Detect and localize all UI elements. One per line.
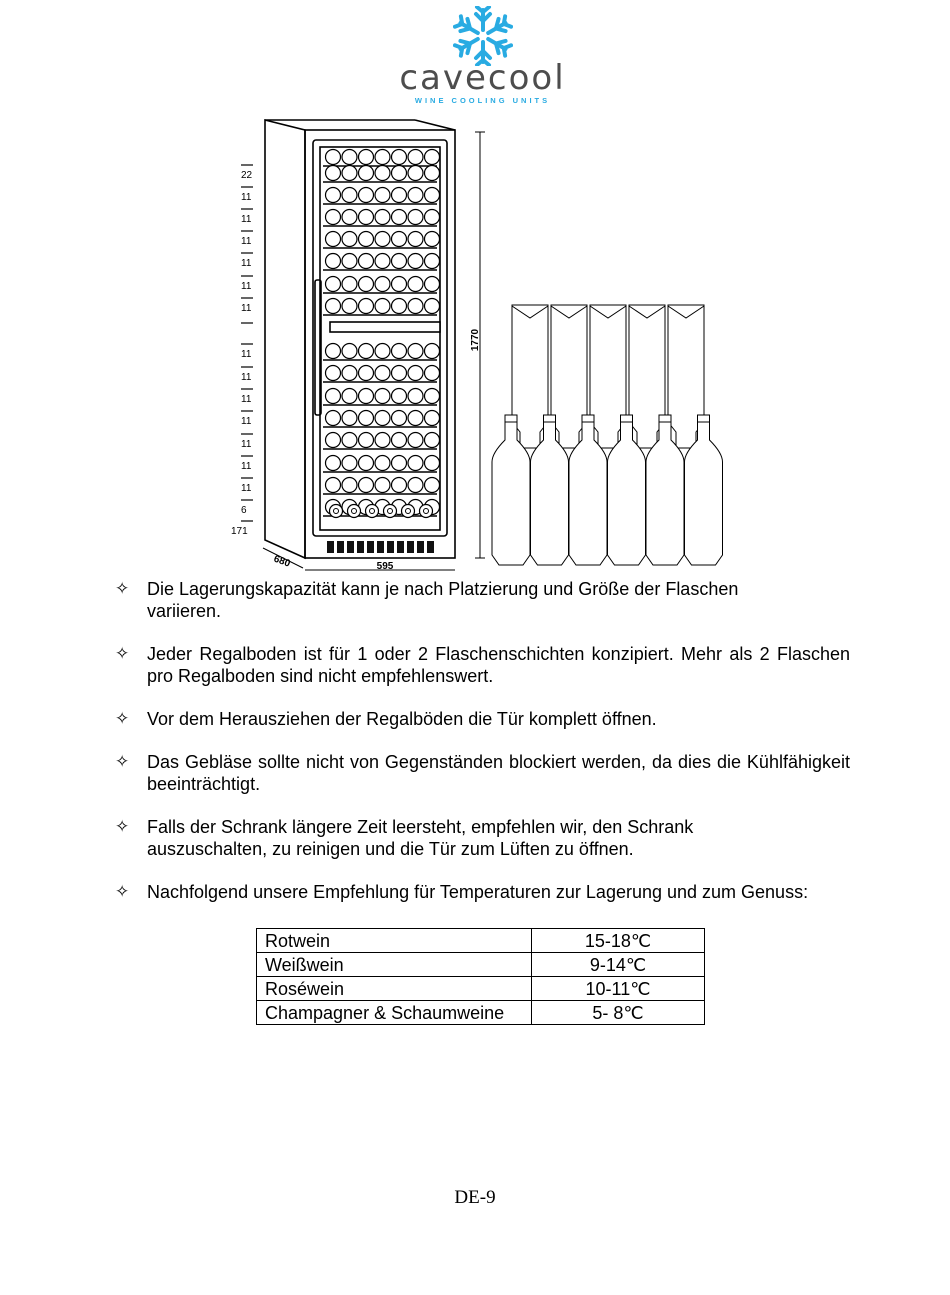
list-item: ✧ Falls der Schrank längere Zeit leersteht, empfehlen wir, den Schrank auszuschalten, zu reinigen und die Tür zum Lüften zu öffnen. [115, 817, 694, 859]
bottle-end [408, 166, 423, 181]
bottle-end [326, 188, 341, 203]
bottle-end [392, 254, 407, 269]
bottle-end [326, 232, 341, 247]
star-bullet-icon: ✧ [115, 752, 130, 772]
bottle-end [392, 210, 407, 225]
bottle-end [408, 150, 423, 165]
table-row: Champagner & Schaumweine 5- 8℃ [257, 1001, 705, 1025]
bottle-end [326, 166, 341, 181]
bottle-end [408, 344, 423, 359]
bottle-end [342, 433, 357, 448]
bottle-end [342, 166, 357, 181]
bottle-end [408, 188, 423, 203]
bottle-end [375, 389, 390, 404]
bottle-end [375, 188, 390, 203]
bottle-end [392, 299, 407, 314]
table-row: Roséwein 10-11℃ [257, 977, 705, 1001]
star-bullet-icon: ✧ [115, 709, 130, 729]
bottle-end [425, 389, 440, 404]
bottle-end [375, 411, 390, 426]
list-item: ✧ Vor dem Herausziehen der Regalböden die Tür komplett öffnen. [115, 709, 657, 729]
bottle-end [388, 509, 393, 514]
bottle-shelves [323, 150, 440, 518]
list-item: ✧ Die Lagerungskapazität kann je nach Platzierung und Größe der Flaschen variieren. [115, 579, 739, 621]
brand-tagline: WINE COOLING UNITS [414, 96, 551, 105]
list-item: ✧ Das Gebläse sollte nicht von Gegenständen blockiert werden, da dies die Kühlfähigkeit beeinträchtigt. [115, 752, 850, 794]
star-bullet-icon: ✧ [115, 882, 130, 902]
width-dimension: 595 [376, 561, 394, 572]
bottle-end [425, 188, 440, 203]
capacity-label: 11 [241, 214, 252, 225]
bottle-end [342, 254, 357, 269]
bottle-end [392, 166, 407, 181]
ventilation-grille [327, 541, 434, 553]
bottle-end [375, 433, 390, 448]
depth-dimension: 680 [272, 553, 292, 570]
bottle-end [392, 344, 407, 359]
bottle-end [392, 411, 407, 426]
bottle-end [326, 254, 341, 269]
bottle-end [375, 366, 390, 381]
bottle-end [359, 166, 374, 181]
list-item: ✧ Nachfolgend unsere Empfehlung für Temperaturen zur Lagerung und zum Genuss: [115, 882, 809, 902]
bottle-end [425, 150, 440, 165]
vent-slot [407, 541, 414, 553]
capacity-label: 11 [241, 349, 252, 360]
bottle-end [326, 478, 341, 493]
bottle-end [370, 509, 375, 514]
bottle-end [326, 150, 341, 165]
vent-slot [377, 541, 384, 553]
bottle-end [408, 456, 423, 471]
capacity-label: 11 [241, 192, 252, 203]
bottle-end [342, 478, 357, 493]
bottle-end [425, 210, 440, 225]
vent-slot [427, 541, 434, 553]
capacity-label: 11 [241, 281, 252, 292]
bottle-end [352, 509, 357, 514]
bottle-end [408, 478, 423, 493]
bottle-end [342, 299, 357, 314]
vent-slot [417, 541, 424, 553]
capacity-label: 11 [241, 258, 252, 269]
bottle-end [425, 366, 440, 381]
bottle-end [392, 389, 407, 404]
bottle-end [359, 277, 374, 292]
bottle-end [342, 210, 357, 225]
capacity-label: 11 [241, 439, 252, 450]
capacity-label: 11 [241, 483, 252, 494]
bottle-end [359, 478, 374, 493]
shelf-capacity-labels [231, 165, 253, 537]
bottle-end [326, 366, 341, 381]
bottle-end [408, 232, 423, 247]
bottle-end [326, 433, 341, 448]
bottle-end [359, 344, 374, 359]
bottle-end [425, 433, 440, 448]
list-item: ✧ Jeder Regalboden ist für 1 oder 2 Flaschenschichten konzipiert. Mehr als 2 Flaschen pro Regalboden sind nicht empfehlenswert. [115, 644, 850, 686]
instruction-list [115, 578, 850, 924]
star-bullet-icon: ✧ [115, 579, 130, 599]
bottle-end [359, 433, 374, 448]
bottle-end [326, 277, 341, 292]
bottle-end [392, 433, 407, 448]
bottle-end [408, 254, 423, 269]
vent-slot [327, 541, 334, 553]
bottle-end [375, 166, 390, 181]
bottle-end [408, 389, 423, 404]
bottle-end [359, 210, 374, 225]
bottle-end [326, 210, 341, 225]
vent-slot [357, 541, 364, 553]
bottle-end [425, 411, 440, 426]
bottle-end [342, 344, 357, 359]
bottle-end [425, 166, 440, 181]
vent-slot [367, 541, 374, 553]
bottle-end [326, 389, 341, 404]
bottle-end [408, 210, 423, 225]
bottle-end [342, 389, 357, 404]
bottle-end [359, 188, 374, 203]
bottle-end [375, 277, 390, 292]
brand-logo [380, 6, 585, 106]
bottle-end [359, 456, 374, 471]
bottle-end [392, 277, 407, 292]
bottle-end [392, 150, 407, 165]
wine-cooler-diagram [225, 110, 745, 580]
bottle-end [342, 366, 357, 381]
height-dimension: 1770 [470, 328, 481, 352]
bottle-end [359, 254, 374, 269]
vent-slot [387, 541, 394, 553]
bottle-end [425, 478, 440, 493]
bottle-end [359, 411, 374, 426]
capacity-label: 11 [241, 236, 252, 247]
bottle-end [425, 254, 440, 269]
bottle-end [359, 389, 374, 404]
bottle-end [425, 299, 440, 314]
bottle-end [375, 254, 390, 269]
bottle-end [359, 299, 374, 314]
bottle-end [375, 150, 390, 165]
capacity-label: 171 [231, 526, 248, 537]
bottle-end [392, 188, 407, 203]
bottle-end [359, 150, 374, 165]
bottle-end [375, 299, 390, 314]
bottle-end [425, 456, 440, 471]
bottle-end [342, 150, 357, 165]
bottle-end [408, 299, 423, 314]
bottle-end [375, 232, 390, 247]
table-row: Rotwein 15-18℃ [257, 929, 705, 953]
snowflake-icon [453, 6, 513, 66]
bottle-end [408, 433, 423, 448]
brand-name: cavecool [399, 58, 566, 98]
capacity-label: 11 [241, 394, 252, 405]
bottle-end [326, 344, 341, 359]
bottle-end [406, 509, 411, 514]
bottle-end [359, 232, 374, 247]
bottle-end [375, 210, 390, 225]
bottle-end [359, 366, 374, 381]
bottle-end [342, 232, 357, 247]
capacity-label: 11 [241, 461, 252, 472]
bottle-end [425, 344, 440, 359]
bottle-end [392, 232, 407, 247]
capacity-label: 22 [241, 170, 253, 181]
bottle-end [424, 509, 429, 514]
page-number: DE-9 [454, 1187, 496, 1208]
bottle-end [392, 456, 407, 471]
capacity-label: 11 [241, 303, 252, 314]
bottle-end [425, 232, 440, 247]
bottle-end [392, 366, 407, 381]
bottle-end [375, 344, 390, 359]
capacity-label: 11 [241, 372, 252, 383]
star-bullet-icon: ✧ [115, 817, 130, 837]
bottle-end [342, 277, 357, 292]
star-bullet-icon: ✧ [115, 644, 130, 664]
bottle-end [408, 277, 423, 292]
bottle-end [326, 411, 341, 426]
table-row: Weißwein 9-14℃ [257, 953, 705, 977]
bottle-end [375, 456, 390, 471]
bottle-end [334, 509, 339, 514]
vent-slot [397, 541, 404, 553]
bottle-end [342, 411, 357, 426]
temperature-table [256, 928, 705, 1025]
bottle-end [326, 456, 341, 471]
bottle-end [342, 456, 357, 471]
capacity-label: 6 [241, 505, 247, 516]
capacity-label: 11 [241, 416, 252, 427]
bottle-end [326, 299, 341, 314]
bottle-end [392, 478, 407, 493]
bottle-end [425, 277, 440, 292]
bottle-end [408, 411, 423, 426]
vent-slot [337, 541, 344, 553]
bottle-end [375, 478, 390, 493]
vent-slot [347, 541, 354, 553]
cabinet-outline [265, 120, 455, 558]
bottle-end [408, 366, 423, 381]
bottle-end [342, 188, 357, 203]
bottle-illustration [492, 305, 723, 565]
